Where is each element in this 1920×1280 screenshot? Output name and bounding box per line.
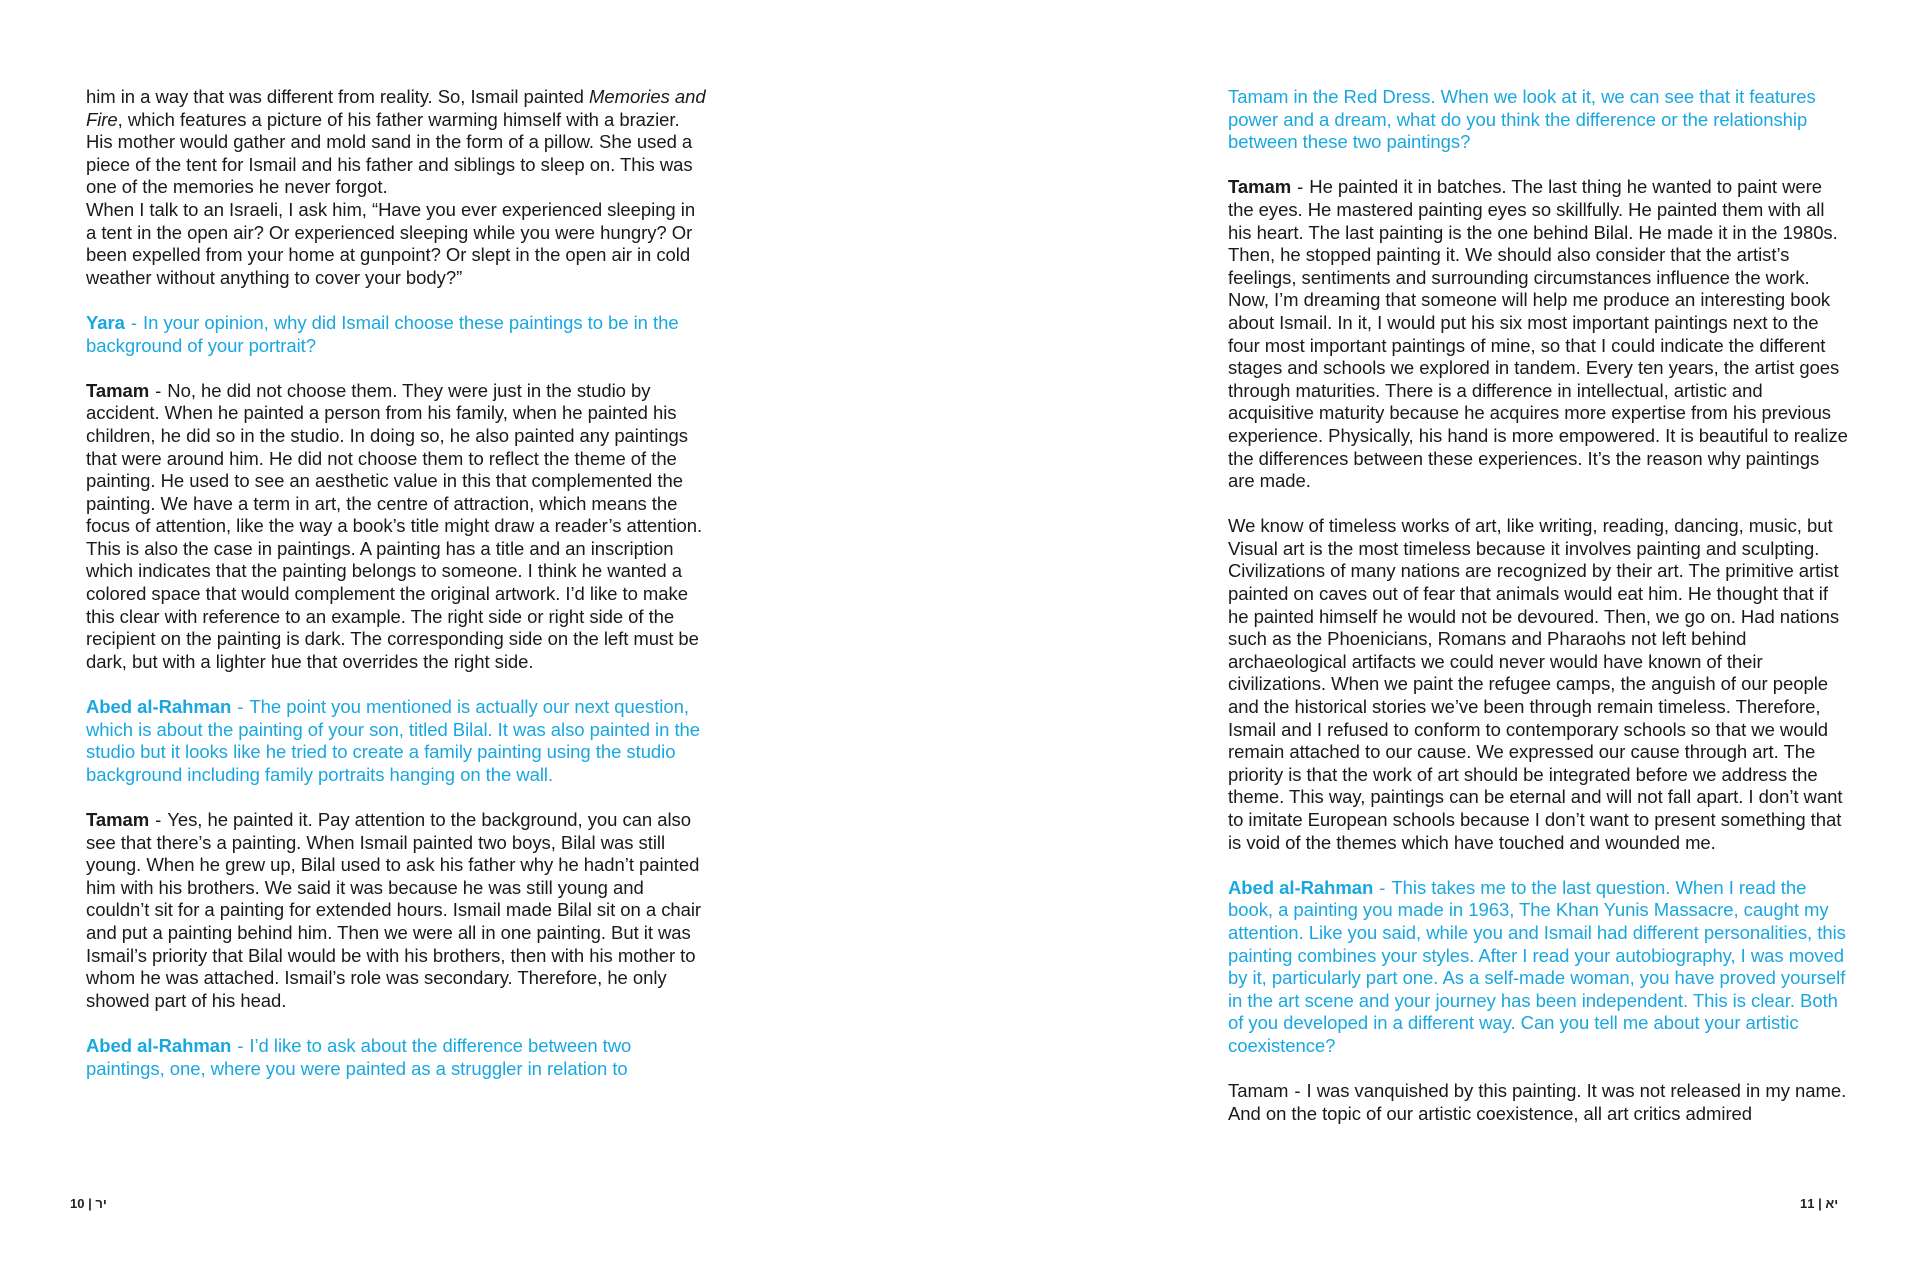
question-text: The point you mentioned is actually our next question, which is about the painting of your son, titled Bilal. It was also painted in the studio but it looks like he tried to create a family painting using the studio background including family portraits hanging on the wall. (86, 696, 701, 785)
speaker-name: Tamam (86, 809, 150, 830)
speaker-name: Tamam (86, 379, 150, 401)
question-abed (86, 1035, 706, 1080)
speaker-name: Tamam (1228, 1080, 1289, 1102)
separator: - (130, 311, 138, 333)
separator: - (1379, 876, 1386, 898)
answer-continuation (1228, 515, 1848, 854)
speaker-name: Abed al-Rahman (1228, 876, 1374, 898)
answer-tamam (86, 380, 706, 674)
question-text: In your opinion, why did Ismail choose these paintings to be in the background of your portrait? (86, 311, 679, 356)
separator: - (155, 379, 162, 401)
separator: - (237, 696, 244, 718)
answer-tamam (1228, 1080, 1848, 1125)
speaker-name: Tamam (1228, 176, 1292, 198)
intro-text-start: him in a way that was different from reality. So, Ismail painted (86, 86, 589, 107)
right-page (960, 0, 1920, 1280)
speaker-name: Abed al-Rahman (86, 1034, 232, 1056)
answer-text: I was vanquished by this painting. It was not released in my name. And on the topic of our artistic coexistence, all art critics admired (1228, 1080, 1847, 1124)
answer-text: He painted it in batches. The last thing he wanted to paint were the eyes. He mastered painting eyes so skillfully. He painted them with all his heart. The last painting is the one behind Bilal. He made it in the 1980s. Then, he stopped painting it. We should also consider that the artist’s feelings, sentiments and surrounding circumstances influence the work. Now, I’m dreaming that someone will help me produce an interesting book about Ismail. In it, I would put his six most important paintings next to the four most important paintings of mine, so that I could indicate the different stages and schools we explored in tandem. Every ten years, the artist goes through maturities. There is a difference in intellectual, artistic and acquisitive maturity because he acquires more expertise from his previous experience. Physically, his hand is more empowered. It is beautiful to realize the differences between these experiences. It’s the reason why paintings are made. (1228, 176, 1848, 492)
page-number-left: יר | 10 (70, 1196, 107, 1211)
question-abed (86, 696, 706, 786)
right-text-column (1228, 86, 1848, 1148)
speaker-name: Abed al-Rahman (86, 696, 232, 718)
answer-text: Yes, he painted it. Pay attention to the background, you can also see that there’s a painting. When Ismail painted two boys, Bilal was still young. When he grew up, Bilal used to ask his father why he hadn’t painted him with his brothers. We said it was because he was still young and couldn’t sit for a painting for extended hours. Ismail made Bilal sit on a chair and put a painting behind him. Then we were all in one painting. But it was Ismail’s priority that Bilal would be with his brothers, then with his mother to whom he was attached. Ismail’s role was secondary. Therefore, he only showed part of his head. (86, 809, 702, 1011)
painting-title-italic: Memories and Fire (86, 86, 706, 130)
page-number-right: 11 | יא (1800, 1196, 1839, 1211)
answer-text: No, he did not choose them. They were just in the studio by accident. When he painted a person from his family, when he painted his children, he did so in the studio. In doing so, he also painted any paintings that were around him. He did not choose them to reflect the theme of the painting. He used to see an aesthetic value in this that complemented the painting. We have a term in art, the centre of attraction, which means the focus of attention, like the way a book’s title might draw a reader’s attention. This is also the case in paintings. A painting has a title and an inscription which indicates that the painting belongs to someone. I think he wanted a colored space that would complement the original artwork. I’d like to make this clear with reference to an example. The right side or right side of the recipient on the painting is dark. The corresponding side on the left must be dark, but with a lighter hue that overrides the right side. (86, 379, 703, 672)
answer-text: We know of timeless works of art, like writing, reading, dancing, music, but Visual art is the most timeless because it involves painting and sculpting. Civilizations of many nations are recognized by their art. The primitive artist painted on caves out of fear that animals would eat him. He thought that if he painted himself he would not be devoured. Then, we go on. Had nations such as the Phoenicians, Romans and Pharaohs not left behind archaeological artifacts we could never would have known of their civilizations. When we paint the refugee camps, the anguish of our people and the historical stories we’ve been through remain timeless. Therefore, Ismail and I refused to conform to contemporary schools so that we would remain attached to our cause. We expressed our cause through art. The priority is that the work of art should be integrated before we address the theme. This way, paintings can be eternal and will not fall apart. I don’t want to imitate European schools because I don’t want to present something that is void of the themes which have touched and wounded me. (1228, 515, 1843, 853)
separator: - (1297, 176, 1304, 198)
question-text: This takes me to the last question. When I read the book, a painting you made in 1963, The Khan Yunis Massacre, caught my attention. Like you said, while you and Ismail had different personalities, this painting combines your styles. After I read your autobiography, I was moved by it, particularly part one. As a self-made woman, you have proved yourself in the art scene and your journey has been independent. This is clear. Both of you developed in a different way. Can you tell me about your artistic coexistence? (1228, 876, 1846, 1056)
answer-tamam (1228, 176, 1848, 492)
separator: - (237, 1034, 244, 1056)
question-text: I’d like to ask about the difference between two paintings, one, where you were painted as a struggler in relation to (86, 1034, 632, 1079)
intro-text-end: , which features a picture of his father warming himself with a brazier. His mother would gather and mold sand in the form of a pillow. She used a piece of the tent for Ismail and his father and siblings to sleep on. This was one of the memories he never forgot. When I talk to an Israeli, I ask him, “Have you ever experienced sleeping in a tent in the open air? Or experienced sleeping while you were hungry? Or been expelled from your home at gunpoint? Or slept in the open air in cold weather without anything to cover your body?” (86, 108, 696, 288)
question-yara (86, 312, 706, 357)
question-abed (1228, 877, 1848, 1058)
question-text: Tamam in the Red Dress. When we look at it, we can see that it features power and a dream, what do you think the difference or the relationship between these two paintings? (1228, 86, 1816, 153)
intro-paragraph (86, 86, 706, 289)
speaker-name: Yara (86, 311, 125, 333)
separator: - (1294, 1080, 1301, 1102)
answer-tamam (86, 809, 706, 1012)
left-text-column (86, 86, 706, 1103)
separator: - (155, 809, 162, 830)
question-continuation (1228, 86, 1848, 154)
